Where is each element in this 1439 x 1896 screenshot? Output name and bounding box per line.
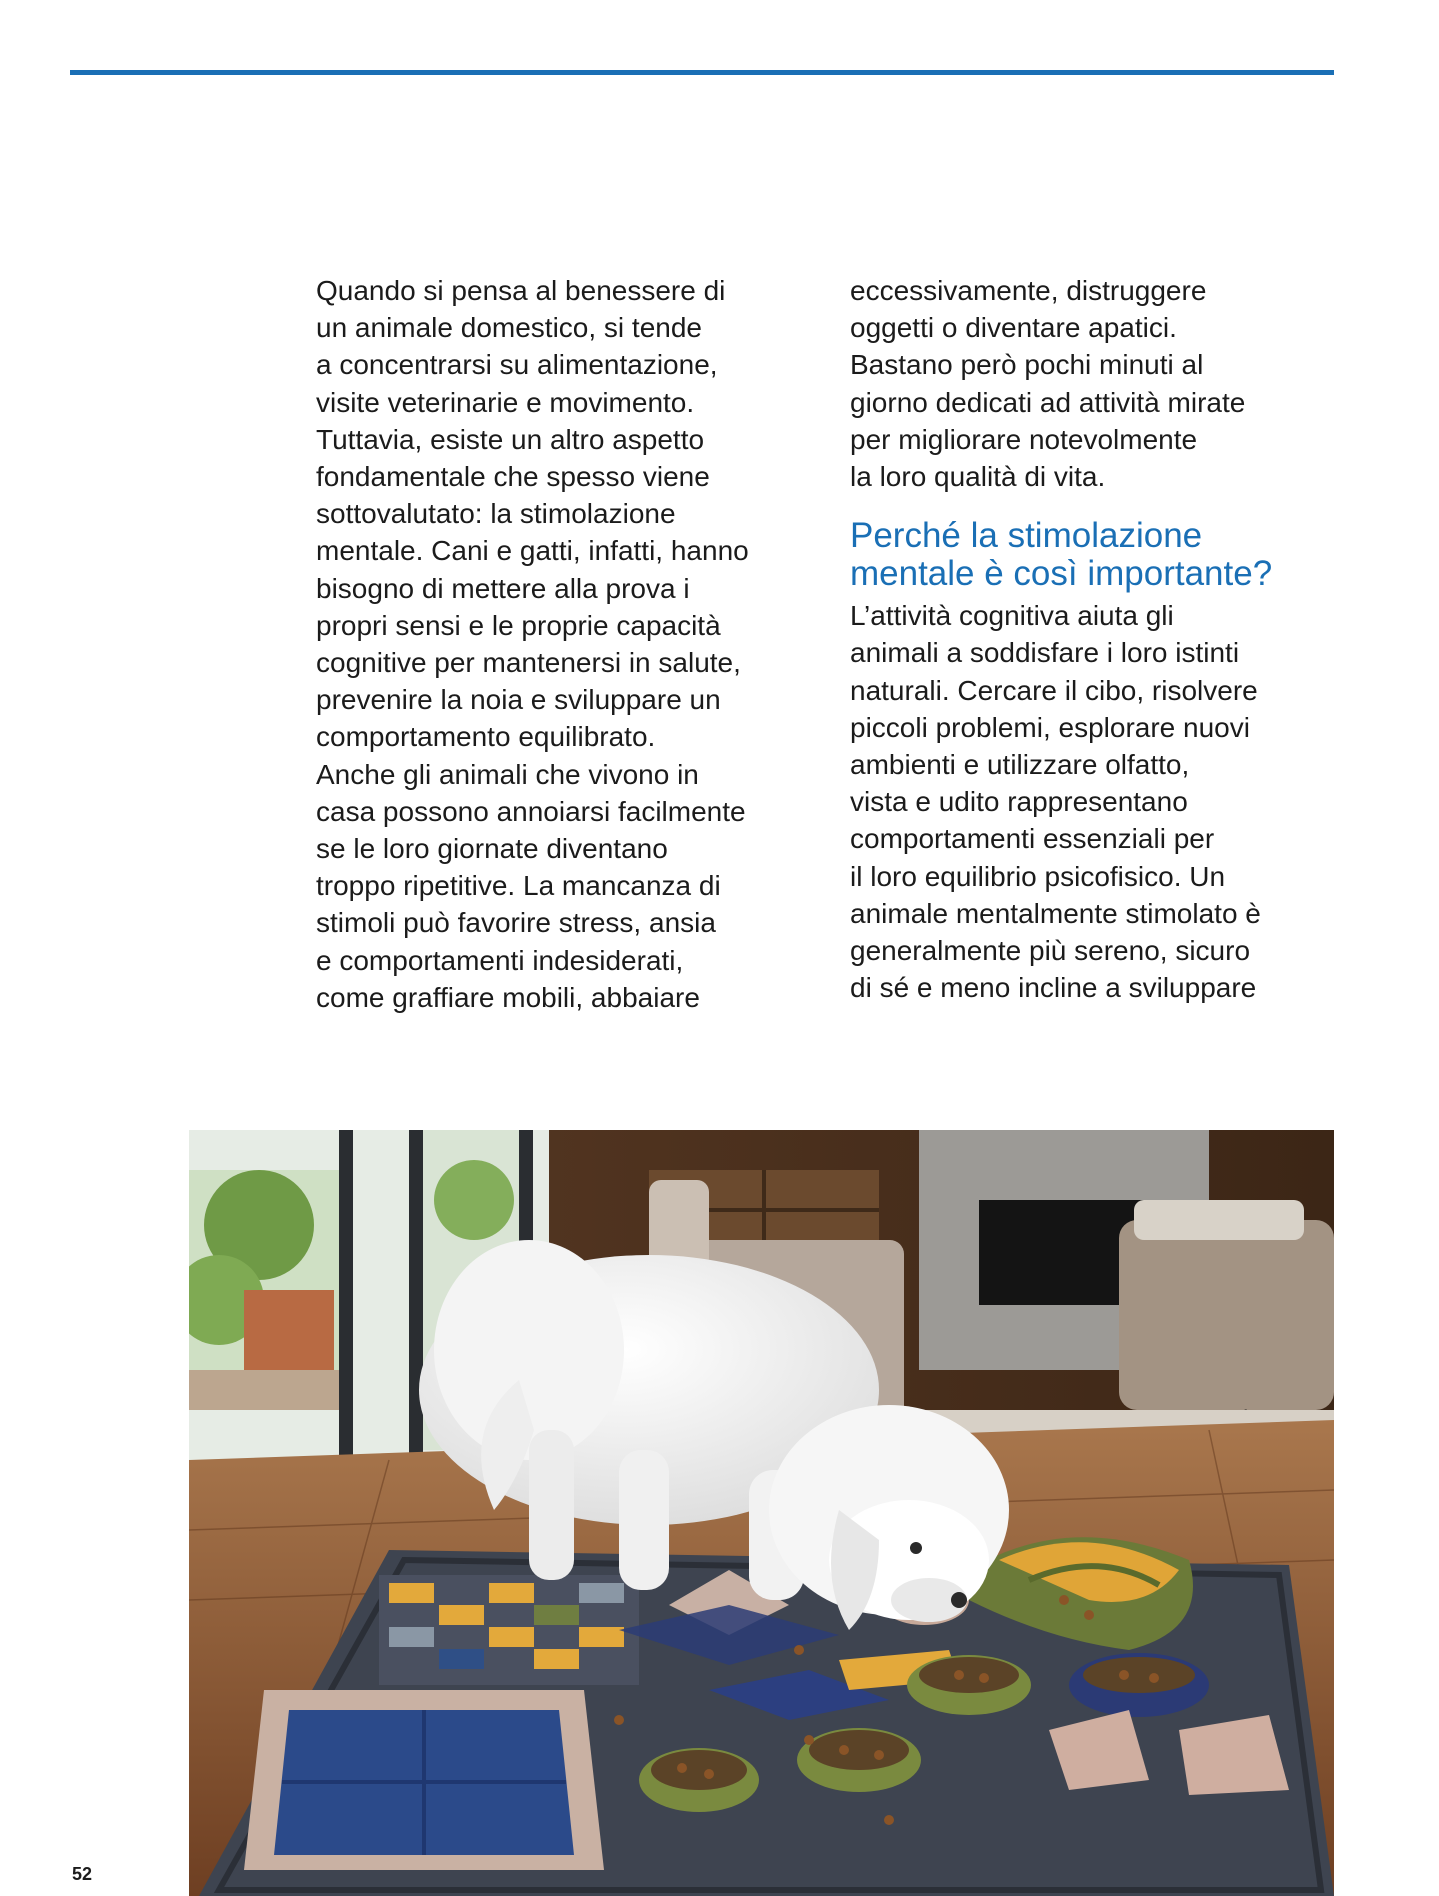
body-line: stimoli può favorire stress, ansia (316, 907, 716, 939)
body-line: ambienti e utilizzare olfatto, (850, 749, 1190, 781)
body-line: Anche gli animali che vivono in (316, 758, 699, 790)
body-line: Bastano però pochi minuti al (850, 349, 1204, 381)
body-line: un animale domestico, si tende (316, 312, 702, 344)
body-line: visite veterinarie e movimento. (316, 386, 695, 418)
body-line: il loro equilibrio psicofisico. Un (850, 860, 1226, 892)
body-line: L’attività cognitiva aiuta gli (850, 600, 1174, 632)
body-line: Tuttavia, esiste un altro aspetto (316, 423, 705, 455)
section-heading (850, 517, 1350, 593)
article-left-column (316, 272, 816, 1016)
body-line: casa possono annoiarsi facilmente (316, 795, 746, 827)
body-line: di sé e meno incline a sviluppare (850, 972, 1257, 1004)
body-line: eccessivamente, distruggere (850, 275, 1207, 306)
heading-line: mentale è così importante? (850, 554, 1273, 594)
body-line: giorno dedicati ad attività mirate (850, 386, 1246, 418)
body-line: fondamentale che spesso viene (316, 461, 710, 493)
body-line: e comportamenti indesiderati, (316, 944, 684, 976)
body-line: per migliorare notevolmente (850, 423, 1198, 455)
body-line: a concentrarsi su alimentazione, (316, 349, 718, 381)
dog-snuffle-mat-photo (189, 1130, 1334, 1896)
body-line: comportamento equilibrato. (316, 721, 656, 753)
body-line: generalmente più sereno, sicuro (850, 935, 1251, 967)
body-line: propri sensi e le proprie capacità (316, 609, 721, 641)
body-line: mentale. Cani e gatti, infatti, hanno (316, 535, 749, 567)
body-line: sottovalutato: la stimolazione (316, 498, 676, 530)
body-line: come graffiare mobili, abbaiare (316, 981, 700, 1013)
body-line: cognitive per mantenersi in salute, (316, 647, 741, 679)
body-line: animali a soddisfare i loro istinti (850, 637, 1240, 669)
body-line: bisogno di mettere alla prova i (316, 572, 690, 604)
body-line: naturali. Cercare il cibo, risolvere (850, 674, 1258, 706)
body-line: animale mentalmente stimolato è (850, 897, 1261, 929)
page-number: 52 (72, 1864, 93, 1884)
body-line: la loro qualità di vita. (850, 461, 1106, 493)
body-line: comportamenti essenziali per (850, 823, 1215, 855)
article-right-column (850, 272, 1350, 1006)
body-line: oggetti o diventare apatici. (850, 312, 1177, 344)
body-line: vista e udito rappresentano (850, 786, 1188, 818)
body-line: prevenire la noia e sviluppare un (316, 684, 721, 716)
body-line: troppo ripetitive. La mancanza di (316, 870, 721, 902)
body-line: se le loro giornate diventano (316, 833, 668, 865)
body-line: Quando si pensa al benessere di (316, 275, 726, 306)
heading-line: Perché la stimolazione (850, 516, 1203, 556)
body-line: piccoli problemi, esplorare nuovi (850, 711, 1250, 743)
top-rule (70, 70, 1334, 75)
